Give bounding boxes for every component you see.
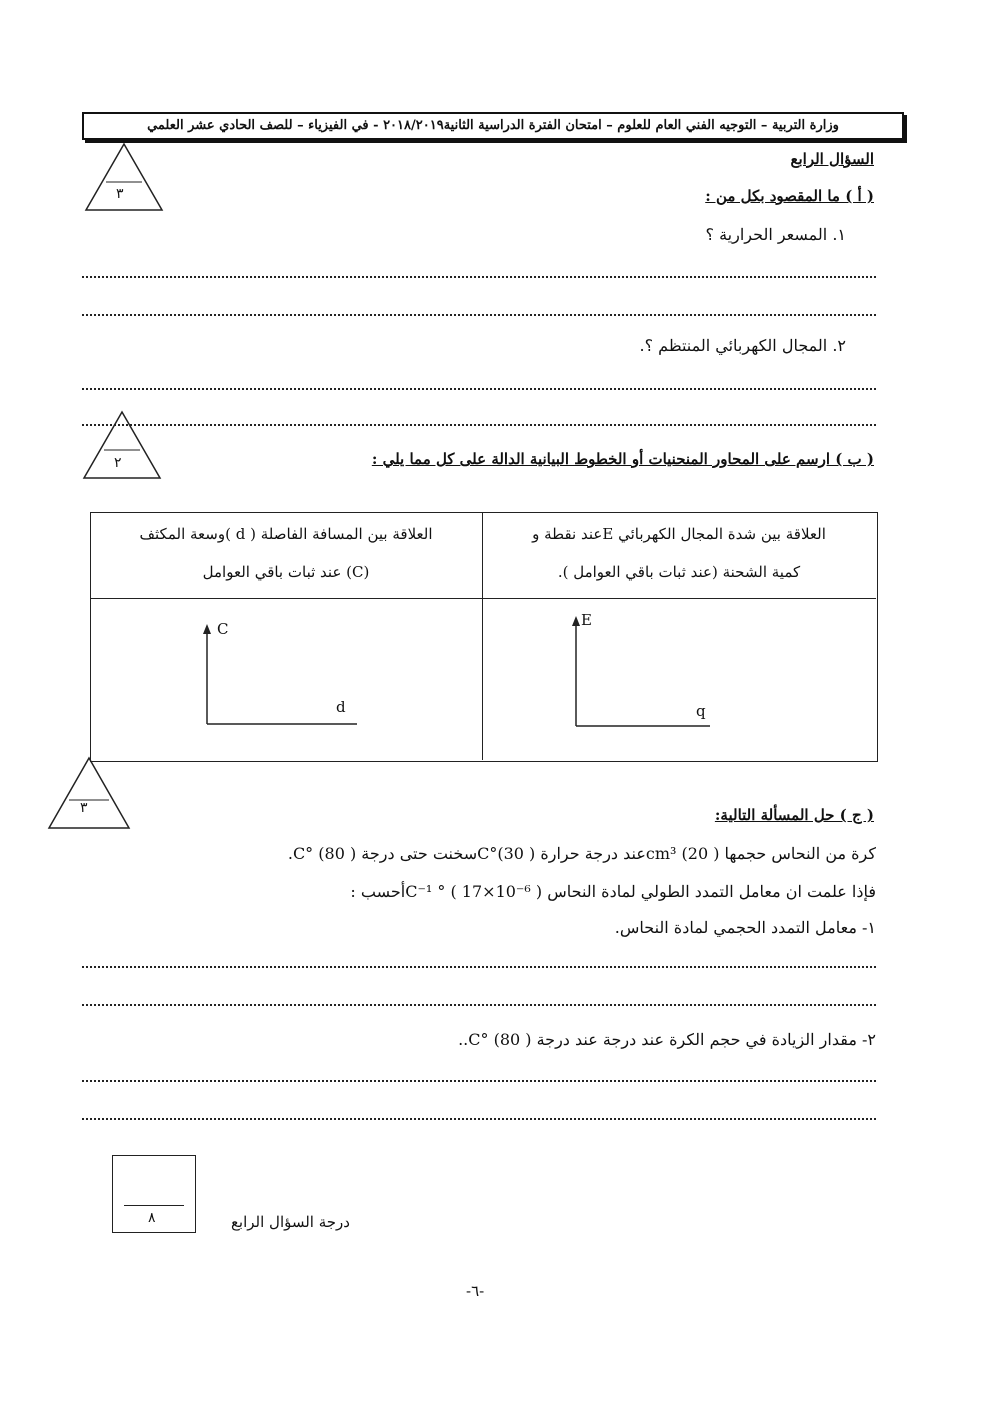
- page-number: -٦-: [466, 1282, 485, 1300]
- answer-line: [82, 1118, 876, 1120]
- part-c-item-1: ١- معامل التمدد الحجمي لمادة النحاس.: [614, 918, 876, 937]
- score-b: ٢: [114, 455, 122, 471]
- left-cell-line-2: (C) عند ثبات باقي العوامل: [202, 563, 370, 581]
- score-a: ٣: [116, 186, 124, 202]
- axis-label-q: q: [696, 702, 706, 720]
- score-triangle-b: [82, 410, 162, 480]
- question-title: السؤال الرابع: [790, 150, 874, 168]
- axis-label-d: d: [336, 698, 346, 716]
- answer-line: [82, 424, 876, 426]
- part-a-item-1: ١. المسعر الحرارية ؟: [705, 225, 846, 244]
- answer-line: [82, 966, 876, 968]
- axis-label-c: C: [217, 620, 229, 638]
- right-cell-line-2: كمية الشحنة (عند ثبات باقي العوامل ).: [557, 563, 801, 581]
- answer-line: [82, 276, 876, 278]
- part-c-line-1: كرة من النحاس حجمها cm³ (20 )عند درجة حرارة C°(30 )سخنت حتى درجة C° (80 ).: [287, 844, 876, 863]
- answer-line: [82, 1080, 876, 1082]
- total-score-label: درجة السؤال الرابع: [230, 1213, 350, 1231]
- part-c-item-2: ٢- مقدار الزيادة في حجم الكرة عند درجة عند درجة C° (80 )..: [458, 1030, 876, 1049]
- part-c-title: ( ج ) حل المسألة التالية:: [714, 806, 874, 824]
- part-a-item-2: ٢. المجال الكهربائي المنتظم ؟.: [639, 336, 846, 355]
- answer-line: [82, 314, 876, 316]
- score-triangle-c: [47, 756, 131, 830]
- axes-e-vs-q: [566, 612, 716, 732]
- table-divider: [482, 512, 483, 760]
- axis-label-e: E: [581, 611, 592, 629]
- score-divider: [124, 1205, 184, 1206]
- total-score: ٨: [148, 1210, 156, 1226]
- left-cell-line-1: العلاقة بين المسافة الفاصلة ( d )وسعة المكثف: [139, 525, 433, 543]
- exam-header: وزارة التربية – التوجيه الفني العام للعلوم – امتحان الفترة الدراسية الثانية٢٠١٨/٢٠١٩ - في الفيزياء – للصف الحادي عشر العلمي: [82, 112, 904, 140]
- part-a-title: ( أ ) ما المقصود بكل من :: [705, 187, 874, 205]
- answer-line: [82, 1004, 876, 1006]
- part-b-title: ( ب ) ارسم على المحاور المنحنيات أو الخطوط البيانية الدالة على كل مما يلي :: [371, 450, 874, 468]
- right-cell-line-1: العلاقة بين شدة المجال الكهربائي Eعند نقطة و: [532, 525, 826, 543]
- table-divider: [90, 598, 876, 599]
- score-c: ٣: [80, 800, 88, 816]
- part-c-line-2: فإذا علمت ان معامل التمدد الطولي لمادة النحاس C⁻¹ ° ( 17×10⁻⁶ )أحسب :: [350, 882, 876, 901]
- answer-line: [82, 388, 876, 390]
- score-triangle-a: [84, 142, 164, 212]
